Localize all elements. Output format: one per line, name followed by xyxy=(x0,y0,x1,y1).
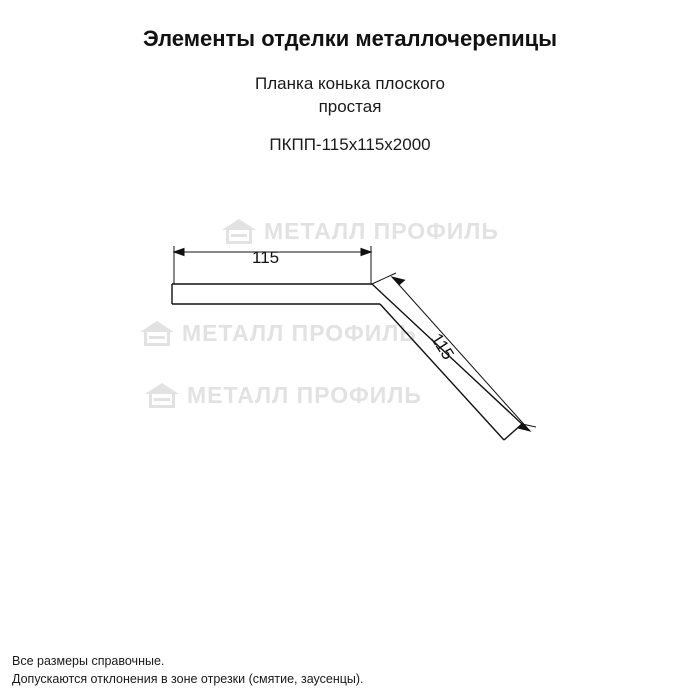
dimension-label-right-leg: 115 xyxy=(427,330,458,364)
dimension-label-top-width: 115 xyxy=(252,248,280,267)
technical-drawing xyxy=(0,180,700,520)
profile-drawing-svg xyxy=(0,180,700,520)
watermark-text: МЕТАЛЛ ПРОФИЛЬ xyxy=(182,320,417,346)
watermark-text: МЕТАЛЛ ПРОФИЛЬ xyxy=(264,218,499,244)
product-name-line1: Планка конька плоского xyxy=(255,74,445,93)
product-code: ПКПП-115х115х2000 xyxy=(269,135,431,154)
product-name-line2: простая xyxy=(318,97,382,116)
watermark-text: МЕТАЛЛ ПРОФИЛЬ xyxy=(187,382,422,408)
profile-outline xyxy=(172,284,522,440)
footer-notes xyxy=(12,652,672,688)
page-title: Элементы отделки металлочерепицы xyxy=(143,26,557,51)
product-name xyxy=(0,72,700,118)
title-block xyxy=(0,26,700,156)
footer-note-2: Допускаются отклонения в зоне отрезки (смятие, заусенцы). xyxy=(12,672,364,686)
footer-note-1: Все размеры справочные. xyxy=(12,654,165,668)
